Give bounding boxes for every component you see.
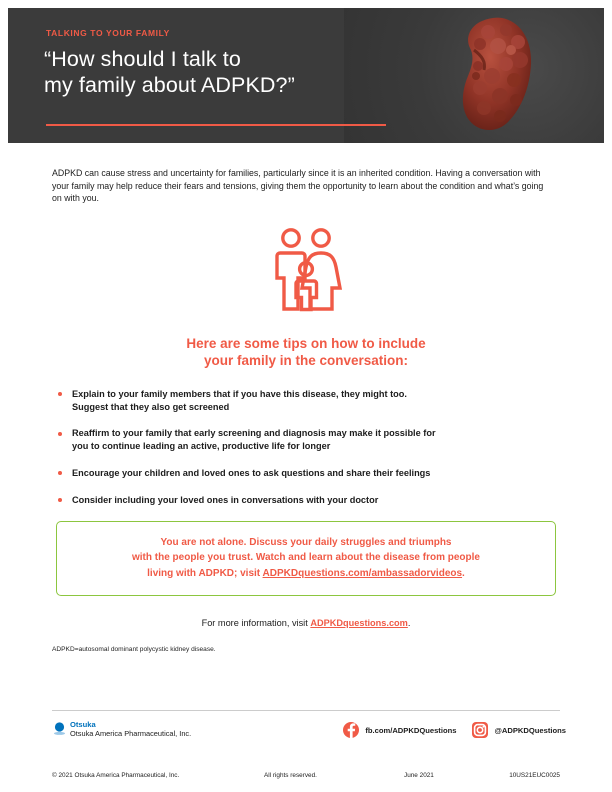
otsuka-logo-icon	[52, 721, 67, 736]
page-title-line-1: “How should I talk to	[44, 47, 241, 71]
facebook-icon	[343, 722, 359, 738]
tip-line-1: Encourage your children and loved ones to ask questions and share their feelings	[72, 467, 431, 478]
social-instagram[interactable]	[472, 722, 566, 738]
page-title	[44, 46, 424, 98]
tips-list	[56, 388, 560, 507]
kidney-illustration	[442, 12, 562, 140]
legal-code: 10US21EUC0025	[509, 772, 560, 779]
callout-text	[73, 535, 539, 582]
adpkdquestions-link[interactable]: ADPKDquestions.com	[310, 618, 408, 629]
callout-line-3	[73, 566, 539, 582]
family-group-icon	[267, 227, 345, 313]
callout-line-1: You are not alone. Discuss your daily struggles and triumphs	[160, 536, 452, 548]
document-footer	[8, 710, 604, 784]
list-item	[56, 494, 560, 507]
tip-line-2: you to continue leading an active, productive life for longer	[72, 441, 331, 452]
company-subtitle: Otsuka America Pharmaceutical, Inc.	[70, 729, 192, 738]
list-item	[56, 467, 560, 480]
legal-date: June 2021	[404, 772, 434, 779]
callout-line-3-prefix: living with ADPKD; visit	[147, 567, 263, 579]
footnote-abbreviation: ADPKD=autosomal dominant polycystic kidney disease.	[52, 646, 216, 654]
legal-copyright: © 2021 Otsuka America Pharmaceutical, Inc.	[52, 772, 180, 779]
social-links	[343, 722, 566, 738]
bullet-icon	[58, 432, 62, 436]
footer-divider	[52, 710, 560, 711]
list-item	[56, 388, 560, 414]
polycystic-kidney-icon	[456, 16, 534, 134]
tip-line-1: Consider including your loved ones in conversations with your doctor	[72, 494, 379, 505]
page-title-line-2: my family about ADPKD?”	[44, 73, 295, 97]
tips-heading-line-2: your family in the conversation:	[203, 353, 409, 369]
more-info-prefix: For more information, visit	[201, 618, 311, 629]
bullet-icon	[58, 392, 62, 396]
tip-line-1: Reaffirm to your family that early screening and diagnosis may make it possible for	[72, 428, 436, 439]
callout-box	[56, 521, 556, 597]
more-info-line	[52, 618, 560, 628]
instagram-icon	[472, 722, 488, 738]
intro-paragraph: ADPKD can cause stress and uncertainty for families, particularly since it is an inherited condition. Having a conversation with your family may help reduce their fears and tensions, giving them the opportunity to learn about the condition and what’s going on with you.	[52, 168, 544, 204]
document-sheet	[8, 8, 604, 784]
facebook-label: fb.com/ADPKDQuestions	[365, 725, 457, 735]
tip-line-1: Explain to your family members that if you have this disease, they might too.	[72, 388, 407, 399]
list-item	[56, 427, 560, 453]
callout-line-3-suffix: .	[462, 567, 465, 579]
bullet-icon	[58, 498, 62, 502]
more-info-suffix: .	[407, 618, 411, 629]
instagram-label: @ADPKDQuestions	[494, 725, 566, 735]
header-banner	[8, 8, 604, 143]
document-body	[8, 167, 604, 653]
legal-rights: All rights reserved.	[264, 772, 317, 779]
social-facebook[interactable]	[343, 722, 456, 738]
company-name: Otsuka	[70, 720, 96, 729]
header-eyebrow: TALKING TO YOUR FAMILY	[46, 28, 170, 38]
header-rule	[46, 124, 386, 126]
tips-heading	[52, 335, 560, 370]
tip-line-2: Suggest that they also get screened	[72, 401, 230, 412]
ambassador-videos-link[interactable]: ADPKDquestions.com/ambassadorvideos	[262, 567, 463, 579]
tips-heading-line-1: Here are some tips on how to include	[186, 335, 426, 351]
bullet-icon	[58, 471, 62, 475]
callout-line-2: with the people you trust. Watch and learn about the disease from people	[131, 552, 480, 564]
